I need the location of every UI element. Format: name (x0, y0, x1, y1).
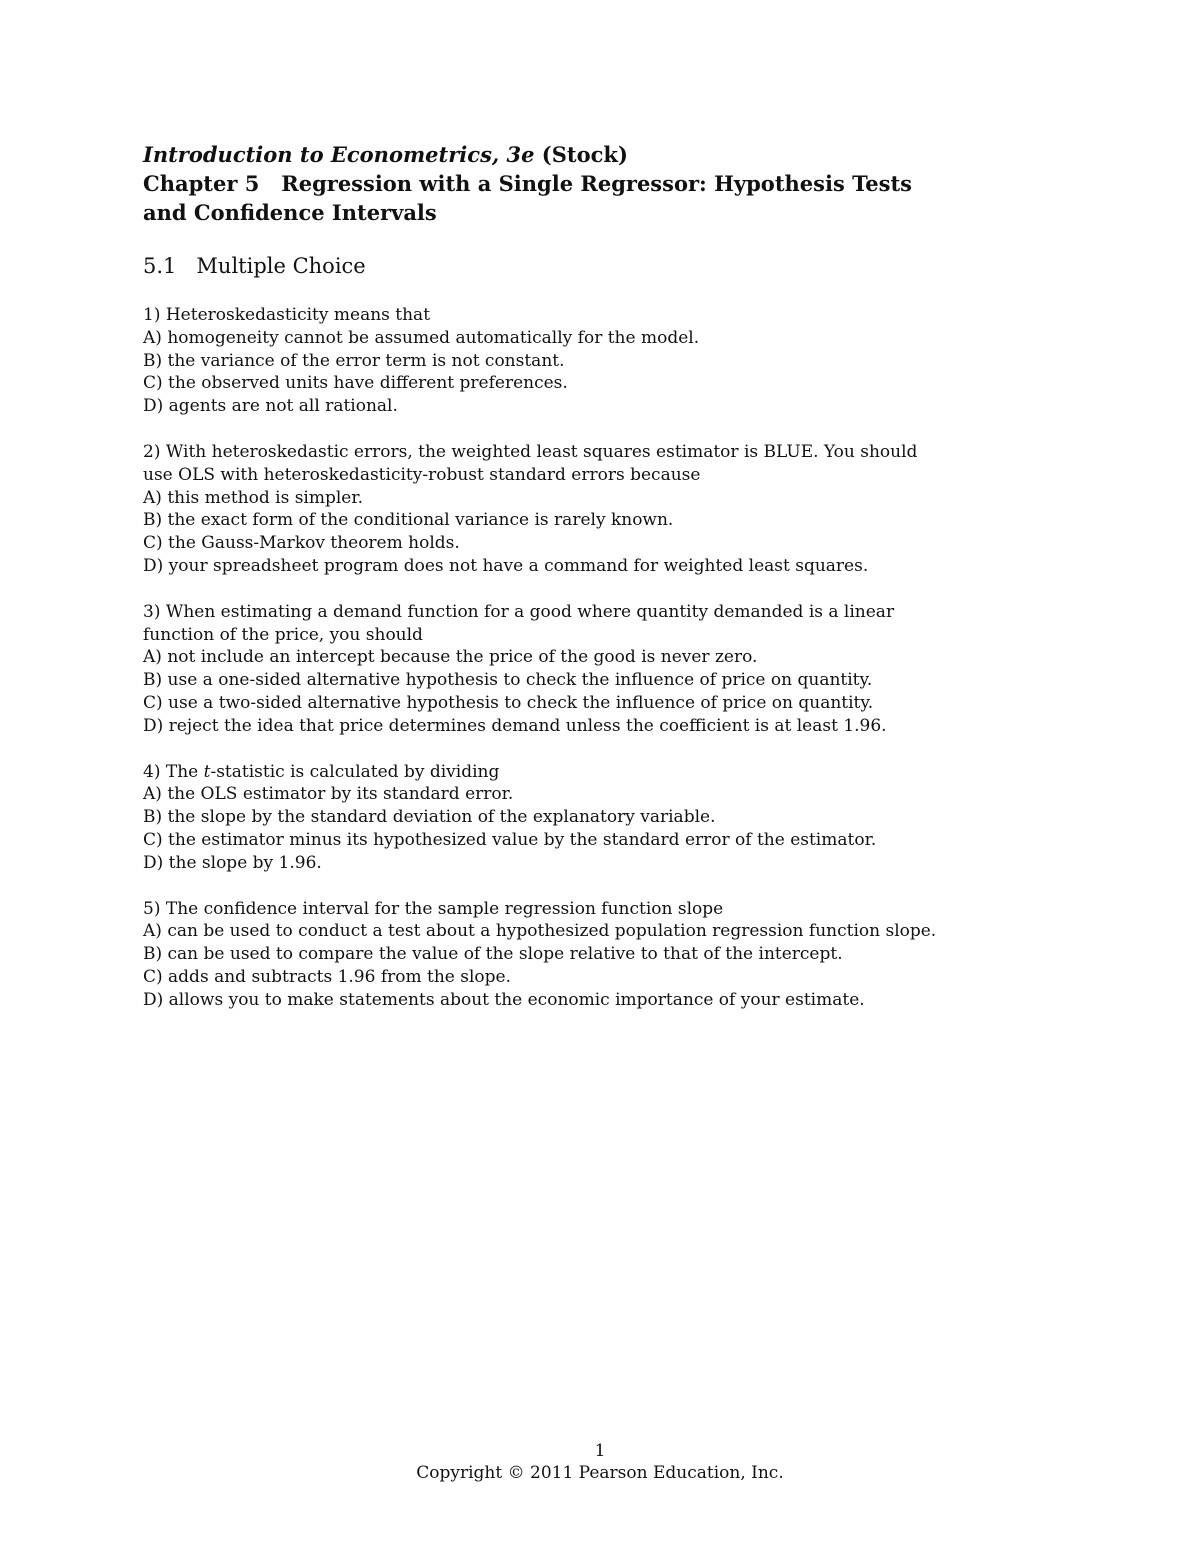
choice-d: D) your spreadsheet program does not have a command for weighted least squares. (143, 555, 869, 576)
question-stem-prefix: 4) The (143, 761, 204, 782)
question-stem-suffix: -statistic is calculated by dividing (210, 761, 500, 782)
question-5 (143, 898, 1083, 1012)
question-stem-line-1: 3) When estimating a demand function for a good where quantity demanded is a linear (143, 601, 895, 622)
choice-a: A) the OLS estimator by its standard error. (143, 784, 514, 805)
question-4 (143, 761, 1083, 875)
copyright-notice: Copyright © 2011 Pearson Education, Inc. (416, 1463, 784, 1483)
choice-c: C) the estimator minus its hypothesized value by the standard error of the estimator. (143, 829, 877, 850)
page-content (143, 140, 1083, 1035)
choice-a: A) this method is simpler. (143, 487, 364, 508)
choice-c: C) the observed units have different preferences. (143, 373, 568, 394)
choice-b: B) use a one-sided alternative hypothesis to check the influence of price on quantity. (143, 670, 873, 691)
choice-b: B) the exact form of the conditional variance is rarely known. (143, 510, 674, 531)
book-author: (Stock) (541, 142, 628, 167)
chapter-title-line-1: Chapter 5 Regression with a Single Regressor: Hypothesis Tests (143, 171, 913, 196)
question-stem-line-1: 2) With heteroskedastic errors, the weighted least squares estimator is BLUE. You should (143, 441, 918, 462)
choice-c: C) use a two-sided alternative hypothesis to check the influence of price on quantity. (143, 692, 874, 713)
page-number: 1 (594, 1441, 606, 1461)
question-stem-italic: t (203, 761, 211, 782)
question-list (143, 304, 1083, 1012)
question-1 (143, 304, 1083, 418)
section-heading: 5.1 Multiple Choice (143, 254, 366, 278)
choice-b: B) the variance of the error term is not constant. (143, 350, 565, 371)
choice-d: D) allows you to make statements about the economic importance of your estimate. (143, 989, 865, 1010)
choice-c: C) adds and subtracts 1.96 from the slope. (143, 966, 511, 987)
choice-c: C) the Gauss-Markov theorem holds. (143, 533, 460, 554)
choice-d: D) reject the idea that price determines demand unless the coefficient is at least 1.96. (143, 715, 887, 736)
question-2 (143, 441, 1083, 578)
question-stem (143, 761, 1083, 784)
choice-d: D) the slope by 1.96. (143, 852, 322, 873)
choice-a: A) can be used to conduct a test about a hypothesized population regression function slope. (143, 921, 937, 942)
choice-a: A) not include an intercept because the price of the good is never zero. (143, 647, 758, 668)
question-stem: 1) Heteroskedasticity means that (143, 305, 431, 325)
book-title-line (143, 140, 1083, 169)
choice-b: B) the slope by the standard deviation of the explanatory variable. (143, 807, 716, 828)
question-stem: 5) The confidence interval for the sample regression function slope (143, 898, 724, 919)
question-stem-line-2: function of the price, you should (143, 624, 423, 645)
choice-a: A) homogeneity cannot be assumed automatically for the model. (143, 327, 700, 348)
choice-d: D) agents are not all rational. (143, 396, 398, 417)
book-title: Introduction to Econometrics, 3e (143, 142, 535, 167)
choice-b: B) can be used to compare the value of the slope relative to that of the intercept. (143, 944, 843, 965)
question-3 (143, 601, 1083, 738)
chapter-title-line-2: and Confidence Intervals (143, 200, 437, 225)
question-stem-line-2: use OLS with heteroskedasticity-robust standard errors because (143, 464, 701, 485)
